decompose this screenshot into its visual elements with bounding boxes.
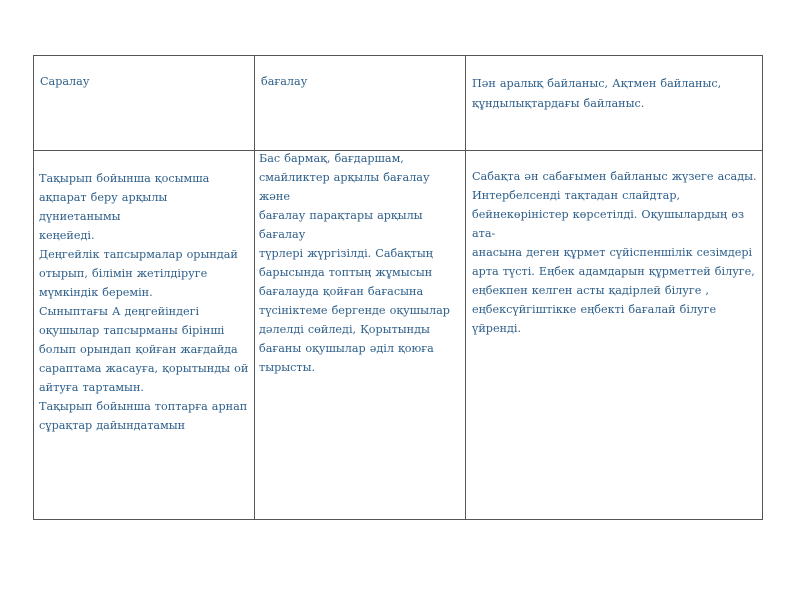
table-row <box>34 151 763 520</box>
header-assessment-text: бағалау <box>261 75 308 88</box>
cell-cross-curricular <box>466 151 763 520</box>
lesson-reflection-table <box>33 55 763 520</box>
assessment-text: Бас бармақ, бағдаршам, смайликтер арқылы бағалау және бағалау парақтары арқылы бағалау түрлері жүргізілді. Сабақтың барысында топтың жұмысын бағалауда қойған бағасына түсініктеме бергенде оқушылар дәлелді сөйледі, Қорытынды бағаны оқушылар әділ қоюға тырысты. <box>259 152 450 374</box>
header-cross-curricular-text: Пән аралық байланыс, Ақтмен байланыс, құндылықтардағы байланыс. <box>472 77 722 110</box>
cell-differentiation <box>34 151 255 520</box>
header-cell-assessment <box>255 56 466 151</box>
cross-curricular-text: Сабақта ән сабағымен байланыс жүзеге асады. Интербелсенді тақтадан слайдтар, бейнекөріністер көрсетілді. Оқушылардың өз ата- анасына деген құрмет сүйіспеншілік сезімдері арта түсті. Еңбек адамдарын құрметтей білуге, еңбекпен келген асты қадірлей білуге , еңбексүйгіштікке еңбекті бағалай білуге үйренді. <box>472 170 757 335</box>
header-cell-differentiation <box>34 56 255 151</box>
header-cell-cross-curricular <box>466 56 763 151</box>
differentiation-text: Тақырып бойынша қосымша ақпарат беру арқылы дүниетанымы кеңейеді. Деңгейлік тапсырмалар орындай отырып, білімін жетілдіруге мүмкіндік беремін. Сыныптағы А деңгейіндегі оқушылар тапсырманы бірінші болып орындап қойған жағдайда сараптама жасауға, қорытынды ой айтуға тартамын. Тақырып бойынша топтарға арнап сұрақтар дайындатамын <box>39 172 249 432</box>
header-differentiation-text: Саралау <box>40 75 90 88</box>
table-header-row <box>34 56 763 151</box>
cell-assessment <box>255 151 466 520</box>
